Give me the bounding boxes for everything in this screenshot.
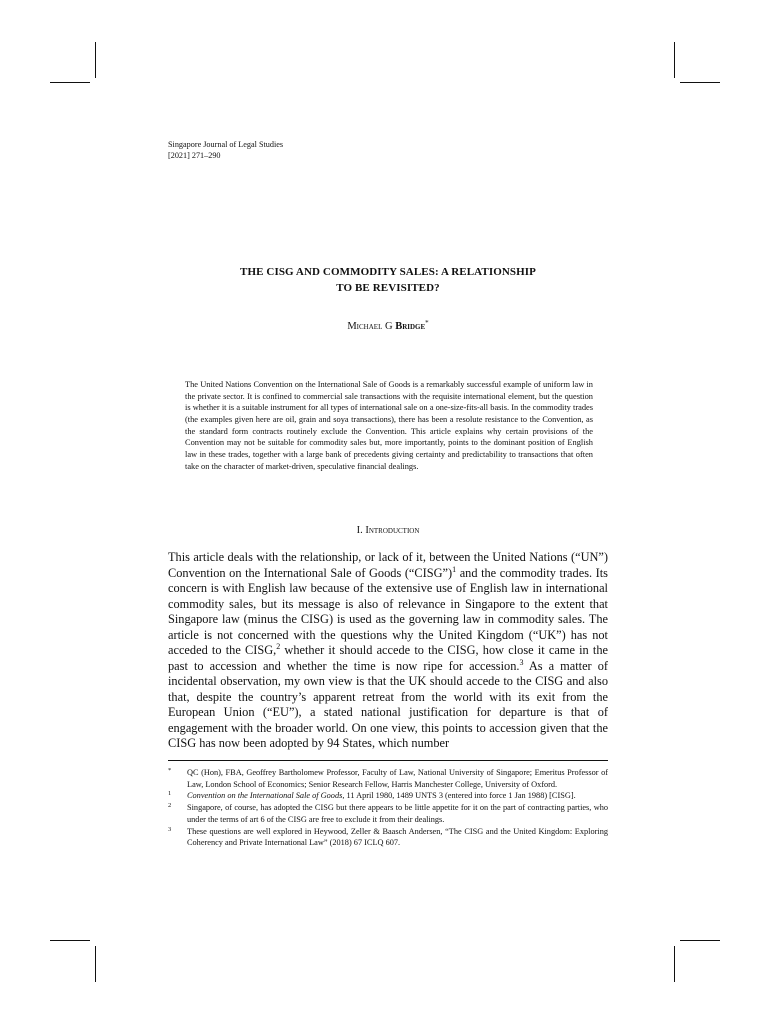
footnote-text: QC (Hon), FBA, Geoffrey Bartholomew Professor, Faculty of Law, National University of Singapore; Emeritus Professor of Law, London School of Economics; Senior Research Fellow, Harris Manchester College, University of Oxford. xyxy=(187,768,608,789)
crop-mark-top-left-vertical xyxy=(95,42,96,78)
footnote-ref-3: 3 xyxy=(519,657,524,667)
author-footnote-mark: * xyxy=(425,319,429,327)
footnote-3 xyxy=(168,826,608,849)
footnotes xyxy=(168,767,608,849)
footnote-text: These questions are well explored in Heywood, Zeller & Baasch Andersen, “The CISG and the United Kingdom: Exploring Coherency and Private International Law” (2018) 67 ICLQ 607. xyxy=(187,826,608,848)
footnote-mark: 3 xyxy=(168,825,172,833)
author-given-name: Michael G xyxy=(347,321,396,332)
footnote-italic-title: Convention on the International Sale of Goods xyxy=(187,791,343,801)
footnote-mark: 1 xyxy=(168,790,172,798)
footnote-text: Singapore, of course, has adopted the CISG but there appears to be little appetite for it on the part of contracting parties, who under the terms of art 6 of the CISG are free to exclude it from their dealings. xyxy=(187,803,608,824)
section-heading: I. Introduction xyxy=(356,525,420,536)
crop-mark-top-left-horizontal xyxy=(50,82,90,83)
article-title-line-1: THE CISG AND COMMODITY SALES: A RELATIONSHIP xyxy=(240,266,536,278)
journal-header xyxy=(168,140,283,161)
crop-mark-top-right-horizontal xyxy=(680,82,720,83)
body-text-2: and the commodity trades. Its concern is with English law because of the extensive use of English law in international commodity sales, but its message is also of relevance in Singapore to the extent that Singapore law (minus the CISG) is used as the governing law in commodity sales. The article is not concerned with the questions why the United Kingdom (“UK”) has not acceded to the CISG, xyxy=(168,565,608,657)
crop-mark-bottom-left-vertical xyxy=(95,946,96,982)
journal-citation: [2021] 271–290 xyxy=(168,150,221,160)
footnote-mark: * xyxy=(168,767,172,774)
crop-mark-top-right-vertical xyxy=(674,42,675,78)
body-text-1: This article deals with the relationship, or lack of it, between the United Nations (“UN”) Convention on the International Sale of Goods (“CISG”) xyxy=(168,550,608,580)
footnote-1 xyxy=(168,790,608,802)
author-surname: Bridge xyxy=(395,321,426,332)
crop-mark-bottom-right-vertical xyxy=(674,946,675,982)
crop-mark-bottom-right-horizontal xyxy=(680,940,720,941)
body-text-3: whether it should accede to the CISG, how close it came in the past to accession and whether the time is now ripe for accession. xyxy=(168,643,609,673)
footnote-mark: 2 xyxy=(168,802,172,810)
crop-mark-bottom-left-horizontal xyxy=(50,940,90,941)
article-title-line-2: TO BE REVISITED? xyxy=(336,282,440,294)
footnote-2 xyxy=(168,802,608,825)
article-title xyxy=(168,264,608,296)
footnote-ref-2: 2 xyxy=(276,642,281,651)
footnote-separator xyxy=(168,760,608,761)
author-name xyxy=(168,321,608,332)
abstract: The United Nations Convention on the International Sale of Goods is a remarkably successful example of uniform law in the private sector. It is confined to commercial sale transactions with the requisite international element, but the question is whether it is a suitable instrument for all types of international sale on a one-size-fits-all basis. In the commodity trades (the examples given here are oil, grain and soya transactions), there has been a resolute resistance to the Convention, as the standard form contracts routinely exclude the Convention. This article explains why certain provisions of the Convention may not be suitable for commodity sales but, more importantly, points to the dominant position of English law in these trades, together with a large bank of precedents giving certainty and predictability to transactions that often take on the character of market-driven, speculative financial dealings. xyxy=(185,380,593,471)
body-text-4: As a matter of incidental observation, my own view is that the UK should accede to the CISG and also that, despite the country’s apparent retreat from the world with its exit from the European Union (“EU”), a stated national justification for departure is that of engagement with the broader world. On one view, this points to accession given that the CISG has now been adopted by 94 States, which number xyxy=(168,658,609,750)
footnote-author xyxy=(168,767,608,790)
journal-name: Singapore Journal of Legal Studies xyxy=(168,140,284,149)
footnote-ref-1: 1 xyxy=(452,564,457,574)
footnote-text: , 11 April 1980, 1489 UNTS 3 (entered into force 1 Jan 1988) [CISG]. xyxy=(342,791,576,801)
body-paragraph xyxy=(168,550,608,752)
article-page xyxy=(168,0,608,1024)
